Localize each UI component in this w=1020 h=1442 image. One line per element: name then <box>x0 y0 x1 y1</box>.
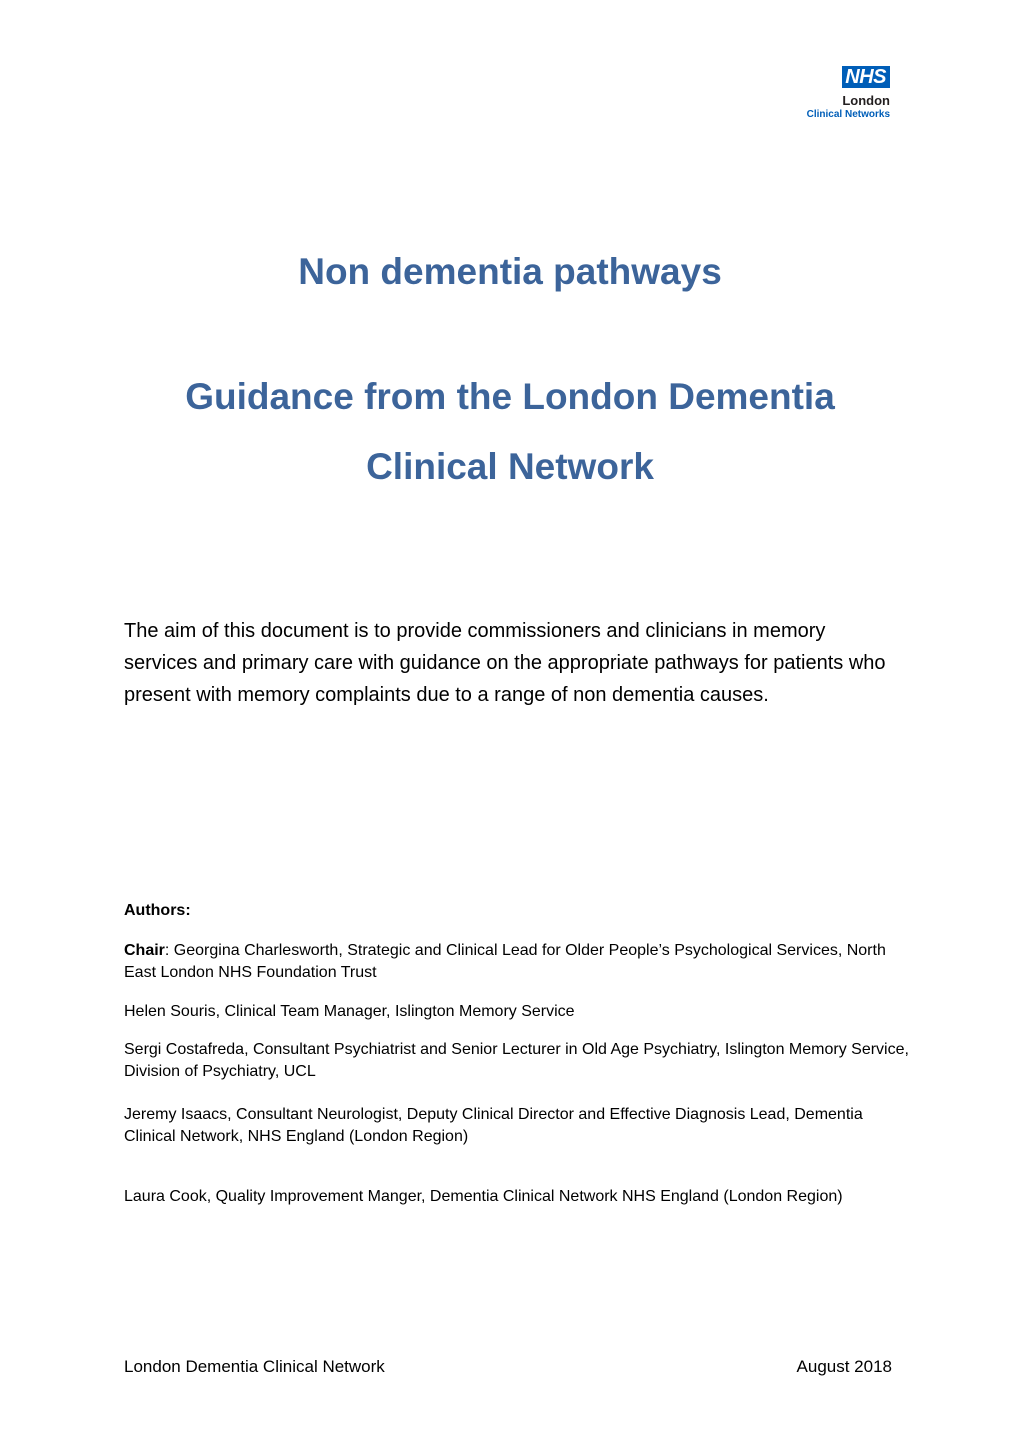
page-footer <box>124 1356 892 1378</box>
author-chair <box>124 940 914 984</box>
subtitle-line-2: Clinical Network <box>366 446 654 487</box>
author-entry: Jeremy Isaacs, Consultant Neurologist, Deputy Clinical Director and Effective Diagnosis Lead, Dementia Clinical Network, NHS England (London Region) <box>124 1106 863 1145</box>
document-subtitle <box>0 362 1020 502</box>
author-entry: Helen Souris, Clinical Team Manager, Islington Memory Service <box>124 1003 575 1020</box>
nhs-london-clinical-networks-logo <box>786 66 896 121</box>
footer-organisation: London Dementia Clinical Network <box>124 1357 385 1376</box>
nhs-logo-mark: NHS <box>842 66 890 88</box>
chair-label: Chair <box>124 942 165 959</box>
chair-details: : Georgina Charlesworth, Strategic and Clinical Lead for Older People’s Psychological Services, North East London NHS Foundation Trust <box>124 942 886 981</box>
logo-organisation: Clinical Networks <box>806 109 890 120</box>
logo-region: London <box>842 93 890 108</box>
author-entry: Laura Cook, Quality Improvement Manger, Dementia Clinical Network NHS England (London Region) <box>124 1188 843 1205</box>
footer-date: August 2018 <box>796 1357 892 1376</box>
subtitle-line-1: Guidance from the London Dementia <box>185 376 835 417</box>
author-entry: Sergi Costafreda, Consultant Psychiatrist and Senior Lecturer in Old Age Psychiatry, Islington Memory Service, Division of Psychiatry, UCL <box>124 1041 909 1080</box>
intro-paragraph: The aim of this document is to provide commissioners and clinicians in memory services and primary care with guidance on the appropriate pathways for patients who present with memory complaints due to a range of non dementia causes. <box>124 620 886 706</box>
authors-heading: Authors: <box>124 902 191 919</box>
document-title: Non dementia pathways <box>298 251 722 292</box>
